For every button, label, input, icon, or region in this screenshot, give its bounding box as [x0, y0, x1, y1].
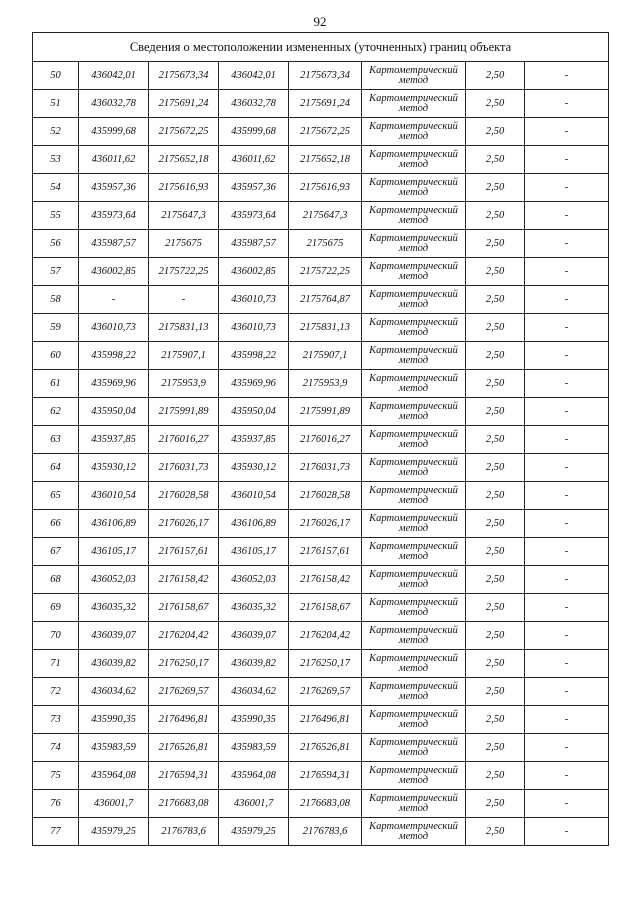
- y-existing-cell: 2176526,81: [149, 734, 219, 762]
- x-existing-cell: 436034,62: [79, 678, 149, 706]
- y-updated-cell: 2175907,1: [289, 342, 362, 370]
- x-existing-cell: 435937,85: [79, 426, 149, 454]
- y-updated-cell: 2175764,87: [289, 286, 362, 314]
- x-existing-cell: 435998,22: [79, 342, 149, 370]
- method-cell: Картометрический метод: [362, 790, 466, 818]
- x-existing-cell: 436010,73: [79, 314, 149, 342]
- table-row: [33, 370, 609, 398]
- method-cell: Картометрический метод: [362, 146, 466, 174]
- table-row: [33, 398, 609, 426]
- table-row: [33, 230, 609, 258]
- x-updated-cell: 435957,36: [219, 174, 289, 202]
- note-cell: -: [525, 230, 609, 258]
- point-number-cell: 70: [33, 622, 79, 650]
- x-existing-cell: 435987,57: [79, 230, 149, 258]
- x-updated-cell: 436010,54: [219, 482, 289, 510]
- point-number-cell: 69: [33, 594, 79, 622]
- table-row: [33, 706, 609, 734]
- point-number-cell: 66: [33, 510, 79, 538]
- x-existing-cell: 435957,36: [79, 174, 149, 202]
- y-existing-cell: 2175953,9: [149, 370, 219, 398]
- point-number-cell: 57: [33, 258, 79, 286]
- note-cell: -: [525, 622, 609, 650]
- table-row: [33, 174, 609, 202]
- table-row: [33, 118, 609, 146]
- accuracy-cell: 2,50: [466, 622, 525, 650]
- x-updated-cell: 436052,03: [219, 566, 289, 594]
- table-row: [33, 286, 609, 314]
- y-updated-cell: 2176250,17: [289, 650, 362, 678]
- note-cell: -: [525, 734, 609, 762]
- y-existing-cell: -: [149, 286, 219, 314]
- accuracy-cell: 2,50: [466, 314, 525, 342]
- note-cell: -: [525, 762, 609, 790]
- point-number-cell: 51: [33, 90, 79, 118]
- note-cell: -: [525, 566, 609, 594]
- note-cell: -: [525, 454, 609, 482]
- method-cell: Картометрический метод: [362, 230, 466, 258]
- x-updated-cell: 436105,17: [219, 538, 289, 566]
- note-cell: -: [525, 678, 609, 706]
- y-existing-cell: 2175691,24: [149, 90, 219, 118]
- method-cell: Картометрический метод: [362, 454, 466, 482]
- y-updated-cell: 2175672,25: [289, 118, 362, 146]
- table-row: [33, 482, 609, 510]
- table-row: [33, 538, 609, 566]
- note-cell: -: [525, 314, 609, 342]
- accuracy-cell: 2,50: [466, 398, 525, 426]
- note-cell: -: [525, 118, 609, 146]
- y-existing-cell: 2176594,31: [149, 762, 219, 790]
- accuracy-cell: 2,50: [466, 706, 525, 734]
- point-number-cell: 61: [33, 370, 79, 398]
- y-updated-cell: 2175652,18: [289, 146, 362, 174]
- y-existing-cell: 2175673,34: [149, 62, 219, 90]
- accuracy-cell: 2,50: [466, 594, 525, 622]
- accuracy-cell: 2,50: [466, 818, 525, 846]
- table-row: [33, 622, 609, 650]
- y-updated-cell: 2176158,42: [289, 566, 362, 594]
- table-header-row: [33, 33, 609, 62]
- y-updated-cell: 2176026,17: [289, 510, 362, 538]
- note-cell: -: [525, 538, 609, 566]
- y-existing-cell: 2176026,17: [149, 510, 219, 538]
- x-existing-cell: 436010,54: [79, 482, 149, 510]
- note-cell: -: [525, 62, 609, 90]
- method-cell: Картометрический метод: [362, 622, 466, 650]
- method-cell: Картометрический метод: [362, 202, 466, 230]
- point-number-cell: 67: [33, 538, 79, 566]
- x-existing-cell: 435983,59: [79, 734, 149, 762]
- y-existing-cell: 2176031,73: [149, 454, 219, 482]
- point-number-cell: 75: [33, 762, 79, 790]
- x-updated-cell: 436042,01: [219, 62, 289, 90]
- method-cell: Картометрический метод: [362, 314, 466, 342]
- x-updated-cell: 435969,96: [219, 370, 289, 398]
- method-cell: Картометрический метод: [362, 650, 466, 678]
- y-existing-cell: 2175907,1: [149, 342, 219, 370]
- accuracy-cell: 2,50: [466, 566, 525, 594]
- y-existing-cell: 2175991,89: [149, 398, 219, 426]
- table-row: [33, 734, 609, 762]
- table-row: [33, 454, 609, 482]
- x-existing-cell: 435969,96: [79, 370, 149, 398]
- y-existing-cell: 2175831,13: [149, 314, 219, 342]
- accuracy-cell: 2,50: [466, 62, 525, 90]
- x-updated-cell: 435999,68: [219, 118, 289, 146]
- accuracy-cell: 2,50: [466, 762, 525, 790]
- y-updated-cell: 2175673,34: [289, 62, 362, 90]
- note-cell: -: [525, 174, 609, 202]
- note-cell: -: [525, 790, 609, 818]
- table-row: [33, 314, 609, 342]
- method-cell: Картометрический метод: [362, 398, 466, 426]
- y-updated-cell: 2176496,81: [289, 706, 362, 734]
- x-existing-cell: 436032,78: [79, 90, 149, 118]
- y-updated-cell: 2175647,3: [289, 202, 362, 230]
- method-cell: Картометрический метод: [362, 762, 466, 790]
- point-number-cell: 71: [33, 650, 79, 678]
- method-cell: Картометрический метод: [362, 678, 466, 706]
- point-number-cell: 55: [33, 202, 79, 230]
- method-cell: Картометрический метод: [362, 426, 466, 454]
- x-existing-cell: 435990,35: [79, 706, 149, 734]
- x-existing-cell: 436105,17: [79, 538, 149, 566]
- method-cell: Картометрический метод: [362, 734, 466, 762]
- x-updated-cell: 436010,73: [219, 314, 289, 342]
- method-cell: Картометрический метод: [362, 286, 466, 314]
- y-existing-cell: 2176496,81: [149, 706, 219, 734]
- point-number-cell: 52: [33, 118, 79, 146]
- y-updated-cell: 2176158,67: [289, 594, 362, 622]
- point-number-cell: 59: [33, 314, 79, 342]
- x-updated-cell: 436011,62: [219, 146, 289, 174]
- table-row: [33, 594, 609, 622]
- y-existing-cell: 2175722,25: [149, 258, 219, 286]
- accuracy-cell: 2,50: [466, 678, 525, 706]
- point-number-cell: 63: [33, 426, 79, 454]
- x-updated-cell: 435998,22: [219, 342, 289, 370]
- accuracy-cell: 2,50: [466, 146, 525, 174]
- method-cell: Картометрический метод: [362, 594, 466, 622]
- y-updated-cell: 2176269,57: [289, 678, 362, 706]
- table-row: [33, 790, 609, 818]
- x-existing-cell: 436039,07: [79, 622, 149, 650]
- y-existing-cell: 2175652,18: [149, 146, 219, 174]
- x-existing-cell: 435964,08: [79, 762, 149, 790]
- accuracy-cell: 2,50: [466, 174, 525, 202]
- y-updated-cell: 2176783,6: [289, 818, 362, 846]
- y-existing-cell: 2175672,25: [149, 118, 219, 146]
- accuracy-cell: 2,50: [466, 650, 525, 678]
- method-cell: Картометрический метод: [362, 510, 466, 538]
- y-existing-cell: 2176204,42: [149, 622, 219, 650]
- note-cell: -: [525, 818, 609, 846]
- y-existing-cell: 2176158,42: [149, 566, 219, 594]
- method-cell: Картометрический метод: [362, 370, 466, 398]
- x-updated-cell: 435979,25: [219, 818, 289, 846]
- y-existing-cell: 2175647,3: [149, 202, 219, 230]
- y-updated-cell: 2176028,58: [289, 482, 362, 510]
- y-existing-cell: 2176683,08: [149, 790, 219, 818]
- x-existing-cell: -: [79, 286, 149, 314]
- x-updated-cell: 435990,35: [219, 706, 289, 734]
- x-updated-cell: 435964,08: [219, 762, 289, 790]
- method-cell: Картометрический метод: [362, 258, 466, 286]
- table-row: [33, 650, 609, 678]
- table-row: [33, 818, 609, 846]
- y-existing-cell: 2175616,93: [149, 174, 219, 202]
- note-cell: -: [525, 594, 609, 622]
- x-updated-cell: 435987,57: [219, 230, 289, 258]
- table-row: [33, 762, 609, 790]
- point-number-cell: 76: [33, 790, 79, 818]
- note-cell: -: [525, 510, 609, 538]
- x-updated-cell: 435973,64: [219, 202, 289, 230]
- x-updated-cell: 435937,85: [219, 426, 289, 454]
- method-cell: Картометрический метод: [362, 342, 466, 370]
- x-updated-cell: 436001,7: [219, 790, 289, 818]
- x-existing-cell: 436042,01: [79, 62, 149, 90]
- note-cell: -: [525, 370, 609, 398]
- accuracy-cell: 2,50: [466, 482, 525, 510]
- x-existing-cell: 435999,68: [79, 118, 149, 146]
- accuracy-cell: 2,50: [466, 426, 525, 454]
- point-number-cell: 50: [33, 62, 79, 90]
- method-cell: Картометрический метод: [362, 706, 466, 734]
- y-updated-cell: 2176157,61: [289, 538, 362, 566]
- x-existing-cell: 436035,32: [79, 594, 149, 622]
- accuracy-cell: 2,50: [466, 230, 525, 258]
- y-existing-cell: 2176269,57: [149, 678, 219, 706]
- note-cell: -: [525, 398, 609, 426]
- table-title: Сведения о местоположении измененных (уточненных) границ объекта: [33, 33, 609, 62]
- method-cell: Картометрический метод: [362, 818, 466, 846]
- y-updated-cell: 2175675: [289, 230, 362, 258]
- accuracy-cell: 2,50: [466, 202, 525, 230]
- point-number-cell: 73: [33, 706, 79, 734]
- point-number-cell: 68: [33, 566, 79, 594]
- note-cell: -: [525, 258, 609, 286]
- accuracy-cell: 2,50: [466, 118, 525, 146]
- method-cell: Картометрический метод: [362, 566, 466, 594]
- x-updated-cell: 436002,85: [219, 258, 289, 286]
- method-cell: Картометрический метод: [362, 118, 466, 146]
- point-number-cell: 58: [33, 286, 79, 314]
- y-updated-cell: 2176031,73: [289, 454, 362, 482]
- x-existing-cell: 436001,7: [79, 790, 149, 818]
- x-existing-cell: 435979,25: [79, 818, 149, 846]
- x-existing-cell: 436106,89: [79, 510, 149, 538]
- x-updated-cell: 436032,78: [219, 90, 289, 118]
- table-row: [33, 202, 609, 230]
- x-updated-cell: 436035,32: [219, 594, 289, 622]
- y-updated-cell: 2176016,27: [289, 426, 362, 454]
- accuracy-cell: 2,50: [466, 734, 525, 762]
- x-updated-cell: 435950,04: [219, 398, 289, 426]
- x-existing-cell: 436052,03: [79, 566, 149, 594]
- y-existing-cell: 2176157,61: [149, 538, 219, 566]
- table-row: [33, 90, 609, 118]
- point-number-cell: 56: [33, 230, 79, 258]
- page-number: 92: [313, 14, 327, 29]
- y-updated-cell: 2175691,24: [289, 90, 362, 118]
- table-row: [33, 566, 609, 594]
- y-existing-cell: 2176783,6: [149, 818, 219, 846]
- accuracy-cell: 2,50: [466, 258, 525, 286]
- x-updated-cell: 436034,62: [219, 678, 289, 706]
- point-number-cell: 60: [33, 342, 79, 370]
- note-cell: -: [525, 90, 609, 118]
- y-existing-cell: 2175675: [149, 230, 219, 258]
- x-updated-cell: 436039,07: [219, 622, 289, 650]
- table-row: [33, 426, 609, 454]
- note-cell: -: [525, 650, 609, 678]
- point-number-cell: 77: [33, 818, 79, 846]
- y-updated-cell: 2175616,93: [289, 174, 362, 202]
- method-cell: Картометрический метод: [362, 538, 466, 566]
- note-cell: -: [525, 706, 609, 734]
- point-number-cell: 74: [33, 734, 79, 762]
- method-cell: Картометрический метод: [362, 62, 466, 90]
- y-updated-cell: 2176683,08: [289, 790, 362, 818]
- method-cell: Картометрический метод: [362, 482, 466, 510]
- point-number-cell: 64: [33, 454, 79, 482]
- y-existing-cell: 2176028,58: [149, 482, 219, 510]
- accuracy-cell: 2,50: [466, 286, 525, 314]
- note-cell: -: [525, 202, 609, 230]
- accuracy-cell: 2,50: [466, 538, 525, 566]
- accuracy-cell: 2,50: [466, 454, 525, 482]
- note-cell: -: [525, 426, 609, 454]
- x-existing-cell: 436011,62: [79, 146, 149, 174]
- x-updated-cell: 435930,12: [219, 454, 289, 482]
- accuracy-cell: 2,50: [466, 790, 525, 818]
- accuracy-cell: 2,50: [466, 342, 525, 370]
- y-updated-cell: 2175953,9: [289, 370, 362, 398]
- x-existing-cell: 435973,64: [79, 202, 149, 230]
- method-cell: Картометрический метод: [362, 174, 466, 202]
- y-updated-cell: 2175722,25: [289, 258, 362, 286]
- y-updated-cell: 2176594,31: [289, 762, 362, 790]
- table-row: [33, 146, 609, 174]
- x-updated-cell: 435983,59: [219, 734, 289, 762]
- table-row: [33, 342, 609, 370]
- point-number-cell: 72: [33, 678, 79, 706]
- y-updated-cell: 2176526,81: [289, 734, 362, 762]
- x-existing-cell: 436002,85: [79, 258, 149, 286]
- x-existing-cell: 435930,12: [79, 454, 149, 482]
- table-row: [33, 258, 609, 286]
- accuracy-cell: 2,50: [466, 90, 525, 118]
- accuracy-cell: 2,50: [466, 370, 525, 398]
- point-number-cell: 54: [33, 174, 79, 202]
- x-existing-cell: 435950,04: [79, 398, 149, 426]
- table-row: [33, 510, 609, 538]
- table-row: [33, 678, 609, 706]
- note-cell: -: [525, 342, 609, 370]
- x-updated-cell: 436039,82: [219, 650, 289, 678]
- table-row: [33, 62, 609, 90]
- point-number-cell: 62: [33, 398, 79, 426]
- boundary-coordinates-table: [32, 32, 609, 846]
- accuracy-cell: 2,50: [466, 510, 525, 538]
- y-existing-cell: 2176158,67: [149, 594, 219, 622]
- y-existing-cell: 2176250,17: [149, 650, 219, 678]
- note-cell: -: [525, 286, 609, 314]
- x-updated-cell: 436106,89: [219, 510, 289, 538]
- y-updated-cell: 2175831,13: [289, 314, 362, 342]
- note-cell: -: [525, 146, 609, 174]
- point-number-cell: 53: [33, 146, 79, 174]
- point-number-cell: 65: [33, 482, 79, 510]
- y-existing-cell: 2176016,27: [149, 426, 219, 454]
- x-updated-cell: 436010,73: [219, 286, 289, 314]
- y-updated-cell: 2175991,89: [289, 398, 362, 426]
- note-cell: -: [525, 482, 609, 510]
- x-existing-cell: 436039,82: [79, 650, 149, 678]
- y-updated-cell: 2176204,42: [289, 622, 362, 650]
- method-cell: Картометрический метод: [362, 90, 466, 118]
